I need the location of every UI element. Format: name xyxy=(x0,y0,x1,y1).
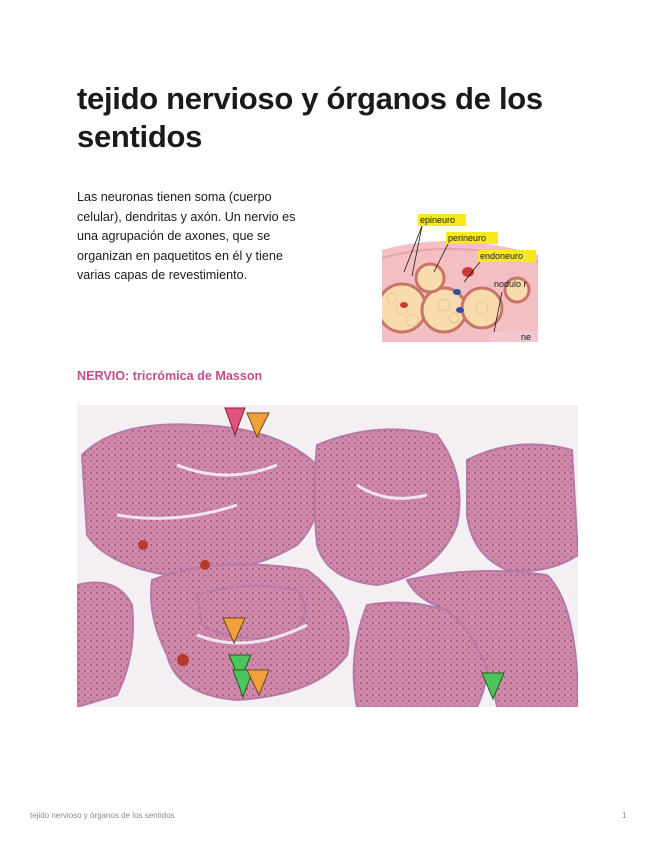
label-nodulo: nodulo r xyxy=(494,279,527,289)
nerve-micrograph xyxy=(77,405,578,707)
masson-trichrome-image xyxy=(77,405,578,707)
nerve-diagram-illustration xyxy=(382,210,538,342)
page-title: tejido nervioso y órganos de los sentidos xyxy=(77,81,543,154)
label-perineuro: perineuro xyxy=(448,233,487,243)
blood-vessel-blue xyxy=(453,289,461,295)
label-endoneuro: endoneuro xyxy=(480,251,524,261)
label-epineuro: epineuro xyxy=(420,215,456,225)
intro-paragraph: Las neuronas tienen soma (cuerpo celular), dendritas y axón. Un nervio es una agrupación de axones, que se organizan en paquetitos en él y tiene varias capas de revestimiento. xyxy=(77,190,296,282)
label-ne: ne xyxy=(521,332,532,342)
section-heading: NERVIO: tricrómica de Masson xyxy=(77,369,263,383)
footer-text: tejido nervioso y órganos de los sentidos xyxy=(30,811,175,820)
nerve-diagram xyxy=(382,210,538,342)
page-number: 1 xyxy=(622,811,627,820)
